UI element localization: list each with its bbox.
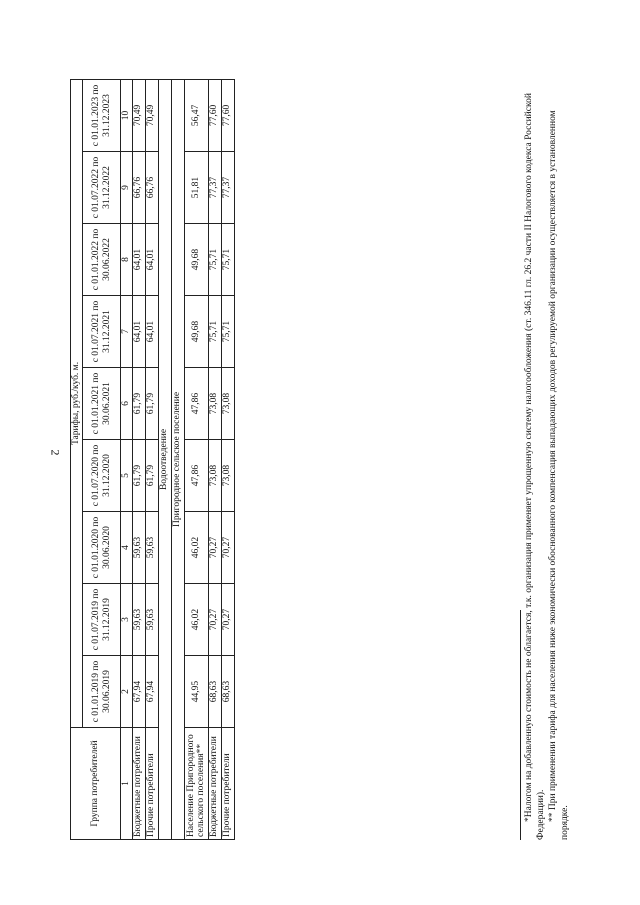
- tariff-value: 61,79: [132, 440, 145, 512]
- row-label: Бюджетные потребители: [132, 728, 145, 840]
- tariff-value: 70,27: [208, 584, 221, 656]
- tariff-value: 68,63: [221, 656, 234, 728]
- row-label: Население Пригородного сельского поселения**: [184, 728, 208, 840]
- tariff-value: 61,79: [145, 440, 158, 512]
- table-row: [184, 79, 208, 839]
- tariff-value: 73,08: [221, 440, 234, 512]
- period-header: с 01.07.2019 по 31.12.2019: [83, 584, 121, 656]
- period-header: с 01.01.2023 по 31.12.2023: [83, 79, 121, 151]
- column-number: 9: [121, 152, 133, 224]
- tariff-value: 70,49: [145, 79, 158, 151]
- header-consumer-group: Группа потребителей: [71, 728, 121, 840]
- tariff-table-wrapper: [70, 80, 235, 840]
- tariff-value: 77,37: [221, 152, 234, 224]
- tariff-value: 51,81: [184, 152, 208, 224]
- period-header: с 01.07.2021 по 31.12.2021: [83, 296, 121, 368]
- tariff-value: 59,63: [145, 584, 158, 656]
- tariff-value: 75,71: [221, 296, 234, 368]
- tariff-value: 75,71: [221, 224, 234, 296]
- tariff-value: 77,37: [208, 152, 221, 224]
- tariff-value: 73,08: [208, 440, 221, 512]
- row-label: Прочие потребители: [145, 728, 158, 840]
- column-number: 7: [121, 296, 133, 368]
- tariff-value: 75,71: [208, 296, 221, 368]
- tariff-value: 64,01: [145, 296, 158, 368]
- footnote-2: ** При применении тарифа для населения ниже экономически обоснованного компенсация выпадающих доходов регулируемой организации осуществляется в установленном порядке.: [547, 110, 570, 840]
- table-row: [145, 79, 158, 839]
- tariff-value: 47,86: [184, 368, 208, 440]
- tariff-value: 70,27: [221, 584, 234, 656]
- tariff-value: 64,01: [132, 296, 145, 368]
- footnote-rule: [520, 610, 521, 840]
- tariff-value: 70,27: [208, 512, 221, 584]
- tariff-value: 47,86: [184, 440, 208, 512]
- period-header-row: [83, 79, 121, 839]
- table-row: [208, 79, 221, 839]
- tariff-value: 67,94: [132, 656, 145, 728]
- row-label: Бюджетные потребители: [208, 728, 221, 840]
- tariff-value: 49,68: [184, 224, 208, 296]
- wastewater-rows: [184, 79, 234, 839]
- tariff-value: 66,76: [145, 152, 158, 224]
- column-number: 3: [121, 584, 133, 656]
- water-supply-rows: [132, 79, 158, 839]
- footnote-1: *Налогом на добавленную стоимость не облагается, т.к. организация применяет упрощенную систему налогообложения (ст. 346.11 гл. 26.2 части II Налогового кодекса Российской Федерации).: [524, 93, 546, 840]
- tariff-value: 64,01: [145, 224, 158, 296]
- period-header: с 01.01.2022 по 30.06.2022: [83, 224, 121, 296]
- period-header: с 01.01.2021 по 30.06.2021: [83, 368, 121, 440]
- tariff-value: 67,94: [145, 656, 158, 728]
- column-number: 2: [121, 656, 133, 728]
- tariff-value: 64,01: [132, 224, 145, 296]
- period-header: с 01.07.2020 по 31.12.2020: [83, 440, 121, 512]
- tariff-value: 61,79: [132, 368, 145, 440]
- tariff-value: 68,63: [208, 656, 221, 728]
- tariff-value: 61,79: [145, 368, 158, 440]
- tariff-value: 59,63: [145, 512, 158, 584]
- column-number-row: [121, 79, 133, 839]
- period-header: с 01.01.2019 по 30.06.2019: [83, 656, 121, 728]
- tariff-value: 56,47: [184, 79, 208, 151]
- section-title: Водоотведение: [158, 79, 171, 839]
- tariff-value: 59,63: [132, 584, 145, 656]
- tariff-value: 70,27: [221, 512, 234, 584]
- table-row: [132, 79, 145, 839]
- column-number: 6: [121, 368, 133, 440]
- page-number: 2: [48, 449, 63, 456]
- tariff-value: 77,60: [221, 79, 234, 151]
- tariff-value: 66,76: [132, 152, 145, 224]
- table-row: [221, 79, 234, 839]
- tariff-value: 46,02: [184, 512, 208, 584]
- column-number: 5: [121, 440, 133, 512]
- column-number: 4: [121, 512, 133, 584]
- subsection-title: Пригородное сельское поселение: [171, 79, 184, 839]
- tariff-value: 46,02: [184, 584, 208, 656]
- tariff-value: 59,63: [132, 512, 145, 584]
- header-tariffs: Тарифы, руб./куб. м.: [71, 79, 83, 727]
- period-header: с 01.01.2020 по 30.06.2020: [83, 512, 121, 584]
- tariff-value: 75,71: [208, 224, 221, 296]
- tariff-value: 49,68: [184, 296, 208, 368]
- tariff-value: 70,49: [132, 79, 145, 151]
- tariff-table: [70, 79, 235, 840]
- period-header: с 01.07.2022 по 31.12.2022: [83, 152, 121, 224]
- column-number: 1: [121, 728, 133, 840]
- footnotes: [520, 80, 572, 840]
- row-label: Прочие потребители: [221, 728, 234, 840]
- tariff-value: 44,95: [184, 656, 208, 728]
- tariff-value: 77,60: [208, 79, 221, 151]
- tariff-value: 73,08: [221, 368, 234, 440]
- column-number: 8: [121, 224, 133, 296]
- column-number: 10: [121, 79, 133, 151]
- tariff-value: 73,08: [208, 368, 221, 440]
